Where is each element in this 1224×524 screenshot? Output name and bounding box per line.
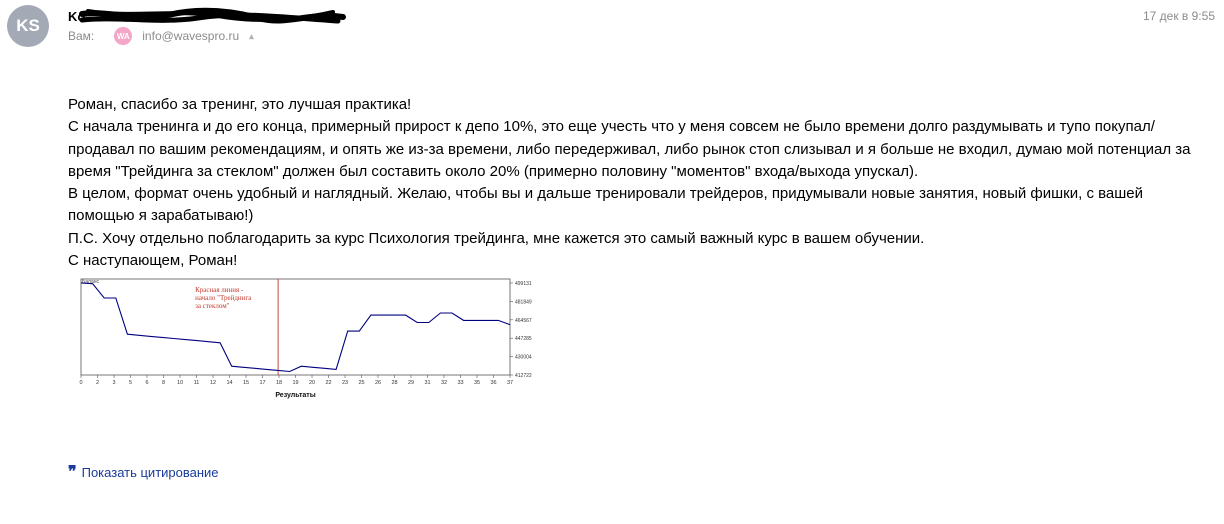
x-tick-label: 0	[79, 380, 83, 386]
x-tick-label: 19	[292, 380, 299, 386]
x-axis-label: Результаты	[275, 392, 316, 399]
chart-annotation-line: Красная линия -	[195, 286, 244, 294]
y-tick-label: 447285	[515, 336, 532, 343]
x-tick-label: 6	[145, 380, 149, 386]
message-body	[68, 94, 1208, 272]
chevron-up-icon[interactable]: ▾	[249, 30, 255, 42]
message-paragraph: Роман, спасибо за тренинг, это лучшая практика!	[68, 96, 412, 113]
y-tick-label: 481849	[515, 299, 532, 306]
x-tick-label: 2	[95, 380, 100, 386]
sender-name-text: Ko	[68, 9, 86, 24]
x-tick-label: 26	[374, 380, 382, 386]
message-paragraph: П.С. Хочу отдельно поблагодарить за курс Психология трейдинга, мне кажется это самый важный курс в вашем обучении.	[68, 229, 925, 247]
x-tick-label: 22	[325, 380, 332, 386]
message-paragraph: В целом, формат очень удобный и наглядный. Желаю, чтобы вы и дальше тренировали трейдеров, придумывали новые занятия, новый фишки, с вашей помощью я зарабатываю!)	[68, 185, 1144, 225]
sender-avatar[interactable]: KS	[7, 5, 49, 47]
x-tick-label: 28	[391, 380, 398, 386]
y-tick-label: 499131	[515, 281, 532, 287]
x-tick-label: 25	[358, 380, 365, 386]
sender-name[interactable]	[68, 6, 348, 26]
x-tick-label: 33	[457, 380, 464, 386]
x-tick-label: 14	[226, 380, 233, 386]
y-tick-label: 464567	[515, 317, 532, 324]
x-tick-label: 35	[473, 380, 481, 386]
x-tick-label: 8	[161, 380, 166, 386]
x-tick-label: 31	[424, 380, 431, 386]
message-paragraph: С начала тренинга и до его конца, примерный прирост к депо 10%, это еще учесть что у меня совсем не было времени долго раздумывать и тупо покупал/продавал по вашим рекомендациям, и опять же из-за времени, либо передерживал, либо рынок стоп слизывал и я больше не входил, думаю мой потенциал за время "Трейдинга за стеклом" должен был составить около 20% (примерно половину "моментов" входа/выхода упускал).	[68, 118, 1191, 180]
x-tick-label: 36	[490, 380, 497, 386]
x-tick-label: 32	[440, 380, 448, 386]
balance-chart	[75, 273, 530, 401]
x-tick-label: 20	[308, 380, 316, 386]
x-tick-label: 12	[209, 380, 217, 386]
recipient-avatar: WA	[114, 27, 132, 45]
show-quote-link[interactable]	[68, 464, 219, 480]
message-date: 17 дек в 9:55	[1142, 9, 1215, 23]
y-tick-label: 412722	[515, 373, 532, 379]
x-tick-label: 37	[506, 380, 514, 386]
x-tick-label: 15	[242, 380, 250, 386]
x-tick-label: 17	[259, 380, 266, 386]
chart-annotation-line: начало "Трейдинга	[195, 294, 252, 302]
chart-annotation-line: за стеклом"	[195, 302, 230, 310]
to-label: Вам:	[68, 29, 95, 43]
y-tick-label: 430004	[515, 354, 532, 361]
x-tick-label: 11	[193, 380, 200, 386]
redaction-scribble	[68, 6, 348, 28]
x-tick-label: 29	[407, 380, 415, 386]
x-tick-label: 5	[128, 380, 133, 386]
x-tick-label: 23	[341, 380, 349, 386]
recipient-row	[68, 27, 254, 45]
chart-top-label: Баланс	[82, 279, 100, 285]
recipient-email[interactable]: info@wavespro.ru	[142, 29, 240, 43]
show-quote-label: Показать цитирование	[81, 464, 219, 480]
x-tick-label: 3	[112, 380, 116, 386]
quote-icon: ❞	[68, 462, 77, 481]
x-tick-label: 10	[176, 380, 184, 386]
x-tick-label: 18	[275, 380, 283, 386]
message-paragraph: С наступающем, Роман!	[68, 252, 238, 270]
